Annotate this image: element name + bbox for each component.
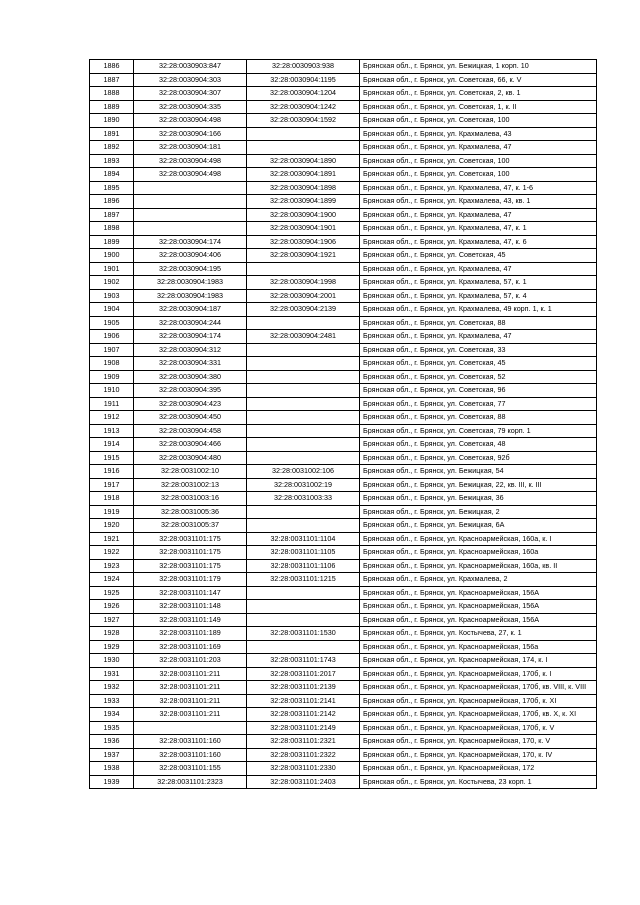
table-row bbox=[90, 748, 597, 762]
address-cell: Брянская обл., г. Брянск, ул. Крахмалева, 47 bbox=[360, 141, 597, 155]
address-cell: Брянская обл., г. Брянск, ул. Советская, 100 bbox=[360, 154, 597, 168]
address-cell: Брянская обл., г. Брянск, ул. Крахмалева, 49 корп. 1, к. 1 bbox=[360, 303, 597, 317]
object-cadastral-number-cell: 32:28:0031101:2330 bbox=[247, 762, 360, 776]
cadastral-number-cell: 32:28:0031101:211 bbox=[134, 694, 247, 708]
row-number-cell: 1912 bbox=[90, 411, 134, 425]
object-cadastral-number-cell bbox=[247, 411, 360, 425]
address-cell: Брянская обл., г. Брянск, ул. Красноармейская, 160а, к. I bbox=[360, 532, 597, 546]
table-row bbox=[90, 195, 597, 209]
row-number-cell: 1926 bbox=[90, 600, 134, 614]
cadastral-number-cell: 32:28:0030904:312 bbox=[134, 343, 247, 357]
table-row bbox=[90, 357, 597, 371]
table-row bbox=[90, 235, 597, 249]
object-cadastral-number-cell: 32:28:0030904:2481 bbox=[247, 330, 360, 344]
cadastral-number-cell: 32:28:0031101:179 bbox=[134, 573, 247, 587]
table-row bbox=[90, 694, 597, 708]
address-cell: Брянская обл., г. Брянск, ул. Советская, 2, кв. 1 bbox=[360, 87, 597, 101]
table-row bbox=[90, 451, 597, 465]
row-number-cell: 1938 bbox=[90, 762, 134, 776]
row-number-cell: 1917 bbox=[90, 478, 134, 492]
address-cell: Брянская обл., г. Брянск, ул. Бежицкая, 22, кв. III, к. III bbox=[360, 478, 597, 492]
row-number-cell: 1901 bbox=[90, 262, 134, 276]
row-number-cell: 1924 bbox=[90, 573, 134, 587]
address-cell: Брянская обл., г. Брянск, ул. Красноармейская, 170, к. V bbox=[360, 735, 597, 749]
cadastral-number-cell: 32:28:0030904:244 bbox=[134, 316, 247, 330]
table-row bbox=[90, 681, 597, 695]
address-cell: Брянская обл., г. Брянск, ул. Крахмалева, 43 bbox=[360, 127, 597, 141]
table-row bbox=[90, 370, 597, 384]
registry-table bbox=[89, 59, 597, 789]
table-row bbox=[90, 465, 597, 479]
address-cell: Брянская обл., г. Брянск, ул. Крахмалева, 47, к. 1 bbox=[360, 222, 597, 236]
table-row bbox=[90, 546, 597, 560]
object-cadastral-number-cell bbox=[247, 505, 360, 519]
address-cell: Брянская обл., г. Брянск, ул. Бежицкая, 2 bbox=[360, 505, 597, 519]
row-number-cell: 1933 bbox=[90, 694, 134, 708]
table-row bbox=[90, 168, 597, 182]
cadastral-number-cell: 32:28:0031101:155 bbox=[134, 762, 247, 776]
row-number-cell: 1907 bbox=[90, 343, 134, 357]
address-cell: Брянская обл., г. Брянск, ул. Красноармейская, 174, к. I bbox=[360, 654, 597, 668]
address-cell: Брянская обл., г. Брянск, ул. Советская, 88 bbox=[360, 316, 597, 330]
cadastral-number-cell: 32:28:0031101:175 bbox=[134, 559, 247, 573]
object-cadastral-number-cell bbox=[247, 397, 360, 411]
row-number-cell: 1913 bbox=[90, 424, 134, 438]
cadastral-number-cell: 32:28:0030903:847 bbox=[134, 60, 247, 74]
table-row bbox=[90, 411, 597, 425]
cadastral-number-cell: 32:28:0030904:166 bbox=[134, 127, 247, 141]
object-cadastral-number-cell: 32:28:0030904:1242 bbox=[247, 100, 360, 114]
row-number-cell: 1930 bbox=[90, 654, 134, 668]
object-cadastral-number-cell bbox=[247, 586, 360, 600]
cadastral-number-cell: 32:28:0031003:16 bbox=[134, 492, 247, 506]
object-cadastral-number-cell: 32:28:0030904:1998 bbox=[247, 276, 360, 290]
table-row bbox=[90, 127, 597, 141]
cadastral-number-cell: 32:28:0031101:189 bbox=[134, 627, 247, 641]
cadastral-number-cell: 32:28:0031101:169 bbox=[134, 640, 247, 654]
table-row bbox=[90, 249, 597, 263]
object-cadastral-number-cell: 32:28:0030904:1195 bbox=[247, 73, 360, 87]
address-cell: Брянская обл., г. Брянск, ул. Крахмалева, 47 bbox=[360, 262, 597, 276]
address-cell: Брянская обл., г. Брянск, ул. Бежицкая, 1 корп. 10 bbox=[360, 60, 597, 74]
row-number-cell: 1939 bbox=[90, 775, 134, 789]
object-cadastral-number-cell bbox=[247, 343, 360, 357]
object-cadastral-number-cell: 32:28:0030904:1906 bbox=[247, 235, 360, 249]
cadastral-number-cell: 32:28:0030904:458 bbox=[134, 424, 247, 438]
object-cadastral-number-cell bbox=[247, 640, 360, 654]
address-cell: Брянская обл., г. Брянск, ул. Бежицкая, 54 bbox=[360, 465, 597, 479]
table-row bbox=[90, 154, 597, 168]
table-row bbox=[90, 478, 597, 492]
row-number-cell: 1914 bbox=[90, 438, 134, 452]
table-row bbox=[90, 208, 597, 222]
table-row bbox=[90, 222, 597, 236]
cadastral-number-cell: 32:28:0030904:395 bbox=[134, 384, 247, 398]
address-cell: Брянская обл., г. Брянск, ул. Красноармейская, 160а, кв. II bbox=[360, 559, 597, 573]
object-cadastral-number-cell: 32:28:0031002:19 bbox=[247, 478, 360, 492]
object-cadastral-number-cell: 32:28:0031101:2141 bbox=[247, 694, 360, 708]
row-number-cell: 1889 bbox=[90, 100, 134, 114]
address-cell: Брянская обл., г. Брянск, ул. Советская, 33 bbox=[360, 343, 597, 357]
table-row bbox=[90, 438, 597, 452]
cadastral-number-cell: 32:28:0030904:174 bbox=[134, 235, 247, 249]
object-cadastral-number-cell: 32:28:0031101:1106 bbox=[247, 559, 360, 573]
address-cell: Брянская обл., г. Брянск, ул. Крахмалева, 57, к. 1 bbox=[360, 276, 597, 290]
table-row bbox=[90, 613, 597, 627]
cadastral-number-cell: 32:28:0030904:423 bbox=[134, 397, 247, 411]
address-cell: Брянская обл., г. Брянск, ул. Советская, 1, к. II bbox=[360, 100, 597, 114]
row-number-cell: 1934 bbox=[90, 708, 134, 722]
address-cell: Брянская обл., г. Брянск, ул. Крахмалева, 57, к. 4 bbox=[360, 289, 597, 303]
row-number-cell: 1892 bbox=[90, 141, 134, 155]
object-cadastral-number-cell: 32:28:0030904:1921 bbox=[247, 249, 360, 263]
row-number-cell: 1909 bbox=[90, 370, 134, 384]
object-cadastral-number-cell: 32:28:0030904:1898 bbox=[247, 181, 360, 195]
row-number-cell: 1921 bbox=[90, 532, 134, 546]
address-cell: Брянская обл., г. Брянск, ул. Советская, 100 bbox=[360, 114, 597, 128]
table-row bbox=[90, 384, 597, 398]
table-row bbox=[90, 87, 597, 101]
cadastral-number-cell: 32:28:0030904:181 bbox=[134, 141, 247, 155]
object-cadastral-number-cell bbox=[247, 438, 360, 452]
object-cadastral-number-cell: 32:28:0030904:1592 bbox=[247, 114, 360, 128]
object-cadastral-number-cell: 32:28:0031101:2321 bbox=[247, 735, 360, 749]
cadastral-number-cell: 32:28:0031101:175 bbox=[134, 546, 247, 560]
cadastral-number-cell: 32:28:0031101:148 bbox=[134, 600, 247, 614]
row-number-cell: 1893 bbox=[90, 154, 134, 168]
cadastral-number-cell: 32:28:0031101:211 bbox=[134, 708, 247, 722]
row-number-cell: 1932 bbox=[90, 681, 134, 695]
object-cadastral-number-cell bbox=[247, 127, 360, 141]
cadastral-number-cell: 32:28:0031101:160 bbox=[134, 735, 247, 749]
address-cell: Брянская обл., г. Брянск, ул. Красноармейская, 156А bbox=[360, 600, 597, 614]
object-cadastral-number-cell: 32:28:0031101:1104 bbox=[247, 532, 360, 546]
row-number-cell: 1888 bbox=[90, 87, 134, 101]
object-cadastral-number-cell: 32:28:0030904:1891 bbox=[247, 168, 360, 182]
table-row bbox=[90, 775, 597, 789]
cadastral-number-cell: 32:28:0030904:380 bbox=[134, 370, 247, 384]
cadastral-number-cell bbox=[134, 181, 247, 195]
cadastral-number-cell: 32:28:0031101:2323 bbox=[134, 775, 247, 789]
table-row bbox=[90, 519, 597, 533]
table-row bbox=[90, 316, 597, 330]
row-number-cell: 1899 bbox=[90, 235, 134, 249]
object-cadastral-number-cell: 32:28:0031002:106 bbox=[247, 465, 360, 479]
table-row bbox=[90, 586, 597, 600]
object-cadastral-number-cell: 32:28:0030904:1204 bbox=[247, 87, 360, 101]
object-cadastral-number-cell: 32:28:0031101:2322 bbox=[247, 748, 360, 762]
row-number-cell: 1904 bbox=[90, 303, 134, 317]
table-row bbox=[90, 397, 597, 411]
object-cadastral-number-cell bbox=[247, 384, 360, 398]
cadastral-number-cell: 32:28:0030904:307 bbox=[134, 87, 247, 101]
address-cell: Брянская обл., г. Брянск, ул. Костычева, 23 корп. 1 bbox=[360, 775, 597, 789]
cadastral-number-cell: 32:28:0031101:149 bbox=[134, 613, 247, 627]
row-number-cell: 1922 bbox=[90, 546, 134, 560]
object-cadastral-number-cell: 32:28:0030904:1899 bbox=[247, 195, 360, 209]
cadastral-number-cell: 32:28:0030904:174 bbox=[134, 330, 247, 344]
row-number-cell: 1923 bbox=[90, 559, 134, 573]
table-row bbox=[90, 559, 597, 573]
cadastral-number-cell: 32:28:0030904:406 bbox=[134, 249, 247, 263]
row-number-cell: 1905 bbox=[90, 316, 134, 330]
row-number-cell: 1898 bbox=[90, 222, 134, 236]
address-cell: Брянская обл., г. Брянск, ул. Красноармейская, 160а bbox=[360, 546, 597, 560]
cadastral-number-cell bbox=[134, 195, 247, 209]
object-cadastral-number-cell: 32:28:0031101:2139 bbox=[247, 681, 360, 695]
address-cell: Брянская обл., г. Брянск, ул. Советская, 66, к. V bbox=[360, 73, 597, 87]
row-number-cell: 1886 bbox=[90, 60, 134, 74]
address-cell: Брянская обл., г. Брянск, ул. Красноармейская, 170б, кв. X, к. XI bbox=[360, 708, 597, 722]
row-number-cell: 1925 bbox=[90, 586, 134, 600]
address-cell: Брянская обл., г. Брянск, ул. Крахмалева, 47 bbox=[360, 208, 597, 222]
cadastral-number-cell bbox=[134, 721, 247, 735]
row-number-cell: 1890 bbox=[90, 114, 134, 128]
address-cell: Брянская обл., г. Брянск, ул. Советская, 48 bbox=[360, 438, 597, 452]
cadastral-number-cell: 32:28:0030904:331 bbox=[134, 357, 247, 371]
object-cadastral-number-cell: 32:28:0031101:1105 bbox=[247, 546, 360, 560]
row-number-cell: 1903 bbox=[90, 289, 134, 303]
table-row bbox=[90, 532, 597, 546]
table-row bbox=[90, 654, 597, 668]
row-number-cell: 1918 bbox=[90, 492, 134, 506]
address-cell: Брянская обл., г. Брянск, ул. Красноармейская, 170, к. IV bbox=[360, 748, 597, 762]
table-row bbox=[90, 667, 597, 681]
object-cadastral-number-cell bbox=[247, 519, 360, 533]
cadastral-number-cell: 32:28:0030904:498 bbox=[134, 168, 247, 182]
address-cell: Брянская обл., г. Брянск, ул. Красноармейская, 170б, к. V bbox=[360, 721, 597, 735]
address-cell: Брянская обл., г. Брянск, ул. Красноармейская, 170б, к. I bbox=[360, 667, 597, 681]
object-cadastral-number-cell bbox=[247, 262, 360, 276]
table-row bbox=[90, 627, 597, 641]
cadastral-number-cell: 32:28:0031101:147 bbox=[134, 586, 247, 600]
row-number-cell: 1931 bbox=[90, 667, 134, 681]
cadastral-number-cell: 32:28:0030904:303 bbox=[134, 73, 247, 87]
address-cell: Брянская обл., г. Брянск, ул. Советская, 92б bbox=[360, 451, 597, 465]
address-cell: Брянская обл., г. Брянск, ул. Крахмалева, 47, к. 6 bbox=[360, 235, 597, 249]
object-cadastral-number-cell: 32:28:0031101:2017 bbox=[247, 667, 360, 681]
table-row bbox=[90, 262, 597, 276]
object-cadastral-number-cell: 32:28:0031101:1530 bbox=[247, 627, 360, 641]
row-number-cell: 1920 bbox=[90, 519, 134, 533]
table-row bbox=[90, 721, 597, 735]
row-number-cell: 1919 bbox=[90, 505, 134, 519]
cadastral-number-cell: 32:28:0030904:466 bbox=[134, 438, 247, 452]
object-cadastral-number-cell: 32:28:0031101:1215 bbox=[247, 573, 360, 587]
table-row bbox=[90, 424, 597, 438]
table-row bbox=[90, 141, 597, 155]
object-cadastral-number-cell bbox=[247, 424, 360, 438]
address-cell: Брянская обл., г. Брянск, ул. Костычева, 27, к. 1 bbox=[360, 627, 597, 641]
table-row bbox=[90, 573, 597, 587]
address-cell: Брянская обл., г. Брянск, ул. Красноармейская, 156А bbox=[360, 613, 597, 627]
object-cadastral-number-cell bbox=[247, 600, 360, 614]
table-row bbox=[90, 492, 597, 506]
cadastral-number-cell: 32:28:0030904:498 bbox=[134, 154, 247, 168]
cadastral-number-cell: 32:28:0031002:10 bbox=[134, 465, 247, 479]
address-cell: Брянская обл., г. Брянск, ул. Красноармейская, 170б, кв. VIII, к. VIII bbox=[360, 681, 597, 695]
cadastral-number-cell: 32:28:0031101:160 bbox=[134, 748, 247, 762]
table-row bbox=[90, 600, 597, 614]
address-cell: Брянская обл., г. Брянск, ул. Советская, 45 bbox=[360, 357, 597, 371]
table-row bbox=[90, 505, 597, 519]
object-cadastral-number-cell bbox=[247, 451, 360, 465]
address-cell: Брянская обл., г. Брянск, ул. Советская, 96 bbox=[360, 384, 597, 398]
table-row bbox=[90, 640, 597, 654]
table-row bbox=[90, 60, 597, 74]
address-cell: Брянская обл., г. Брянск, ул. Крахмалева, 43, кв. 1 bbox=[360, 195, 597, 209]
table-row bbox=[90, 735, 597, 749]
address-cell: Брянская обл., г. Брянск, ул. Советская, 88 bbox=[360, 411, 597, 425]
object-cadastral-number-cell bbox=[247, 370, 360, 384]
row-number-cell: 1894 bbox=[90, 168, 134, 182]
row-number-cell: 1910 bbox=[90, 384, 134, 398]
object-cadastral-number-cell: 32:28:0030904:2001 bbox=[247, 289, 360, 303]
address-cell: Брянская обл., г. Брянск, ул. Советская, 45 bbox=[360, 249, 597, 263]
table-row bbox=[90, 73, 597, 87]
table-row bbox=[90, 303, 597, 317]
row-number-cell: 1915 bbox=[90, 451, 134, 465]
object-cadastral-number-cell bbox=[247, 141, 360, 155]
row-number-cell: 1929 bbox=[90, 640, 134, 654]
row-number-cell: 1937 bbox=[90, 748, 134, 762]
address-cell: Брянская обл., г. Брянск, ул. Советская, 100 bbox=[360, 168, 597, 182]
address-cell: Брянская обл., г. Брянск, ул. Красноармейская, 172 bbox=[360, 762, 597, 776]
address-cell: Брянская обл., г. Брянск, ул. Красноармейская, 156А bbox=[360, 586, 597, 600]
object-cadastral-number-cell bbox=[247, 357, 360, 371]
object-cadastral-number-cell: 32:28:0030903:938 bbox=[247, 60, 360, 74]
cadastral-number-cell: 32:28:0031002:13 bbox=[134, 478, 247, 492]
table-row bbox=[90, 181, 597, 195]
row-number-cell: 1895 bbox=[90, 181, 134, 195]
object-cadastral-number-cell: 32:28:0030904:2139 bbox=[247, 303, 360, 317]
object-cadastral-number-cell: 32:28:0031101:2142 bbox=[247, 708, 360, 722]
row-number-cell: 1936 bbox=[90, 735, 134, 749]
object-cadastral-number-cell bbox=[247, 316, 360, 330]
row-number-cell: 1935 bbox=[90, 721, 134, 735]
address-cell: Брянская обл., г. Брянск, ул. Крахмалева, 2 bbox=[360, 573, 597, 587]
address-cell: Брянская обл., г. Брянск, ул. Бежицкая, 6А bbox=[360, 519, 597, 533]
cadastral-number-cell: 32:28:0030904:187 bbox=[134, 303, 247, 317]
cadastral-number-cell: 32:28:0030904:335 bbox=[134, 100, 247, 114]
cadastral-number-cell: 32:28:0031101:175 bbox=[134, 532, 247, 546]
address-cell: Брянская обл., г. Брянск, ул. Крахмалева, 47 bbox=[360, 330, 597, 344]
registry-table-body bbox=[90, 60, 597, 789]
row-number-cell: 1911 bbox=[90, 397, 134, 411]
row-number-cell: 1897 bbox=[90, 208, 134, 222]
row-number-cell: 1896 bbox=[90, 195, 134, 209]
cadastral-number-cell: 32:28:0030904:1983 bbox=[134, 276, 247, 290]
cadastral-number-cell: 32:28:0030904:498 bbox=[134, 114, 247, 128]
address-cell: Брянская обл., г. Брянск, ул. Советская, 52 bbox=[360, 370, 597, 384]
cadastral-number-cell: 32:28:0030904:195 bbox=[134, 262, 247, 276]
cadastral-number-cell: 32:28:0031101:211 bbox=[134, 667, 247, 681]
object-cadastral-number-cell: 32:28:0031101:2403 bbox=[247, 775, 360, 789]
table-row bbox=[90, 100, 597, 114]
object-cadastral-number-cell: 32:28:0031101:1743 bbox=[247, 654, 360, 668]
object-cadastral-number-cell: 32:28:0030904:1901 bbox=[247, 222, 360, 236]
address-cell: Брянская обл., г. Брянск, ул. Красноармейская, 170б, к. XI bbox=[360, 694, 597, 708]
table-row bbox=[90, 276, 597, 290]
row-number-cell: 1902 bbox=[90, 276, 134, 290]
cadastral-number-cell: 32:28:0030904:480 bbox=[134, 451, 247, 465]
object-cadastral-number-cell: 32:28:0030904:1890 bbox=[247, 154, 360, 168]
address-cell: Брянская обл., г. Брянск, ул. Крахмалева, 47, к. 1-6 bbox=[360, 181, 597, 195]
row-number-cell: 1908 bbox=[90, 357, 134, 371]
cadastral-number-cell: 32:28:0031101:203 bbox=[134, 654, 247, 668]
cadastral-number-cell: 32:28:0031005:36 bbox=[134, 505, 247, 519]
object-cadastral-number-cell: 32:28:0030904:1900 bbox=[247, 208, 360, 222]
table-row bbox=[90, 114, 597, 128]
object-cadastral-number-cell bbox=[247, 613, 360, 627]
table-row bbox=[90, 762, 597, 776]
row-number-cell: 1891 bbox=[90, 127, 134, 141]
cadastral-number-cell: 32:28:0031005:37 bbox=[134, 519, 247, 533]
address-cell: Брянская обл., г. Брянск, ул. Бежицкая, 36 bbox=[360, 492, 597, 506]
row-number-cell: 1916 bbox=[90, 465, 134, 479]
row-number-cell: 1900 bbox=[90, 249, 134, 263]
cadastral-number-cell bbox=[134, 222, 247, 236]
address-cell: Брянская обл., г. Брянск, ул. Советская, 79 корп. 1 bbox=[360, 424, 597, 438]
cadastral-number-cell: 32:28:0031101:211 bbox=[134, 681, 247, 695]
address-cell: Брянская обл., г. Брянск, ул. Красноармейская, 156а bbox=[360, 640, 597, 654]
table-row bbox=[90, 289, 597, 303]
row-number-cell: 1928 bbox=[90, 627, 134, 641]
table-row bbox=[90, 708, 597, 722]
cadastral-number-cell bbox=[134, 208, 247, 222]
row-number-cell: 1887 bbox=[90, 73, 134, 87]
row-number-cell: 1906 bbox=[90, 330, 134, 344]
cadastral-number-cell: 32:28:0030904:1983 bbox=[134, 289, 247, 303]
table-row bbox=[90, 330, 597, 344]
table-row bbox=[90, 343, 597, 357]
object-cadastral-number-cell: 32:28:0031003:33 bbox=[247, 492, 360, 506]
cadastral-number-cell: 32:28:0030904:450 bbox=[134, 411, 247, 425]
row-number-cell: 1927 bbox=[90, 613, 134, 627]
object-cadastral-number-cell: 32:28:0031101:2149 bbox=[247, 721, 360, 735]
address-cell: Брянская обл., г. Брянск, ул. Советская, 77 bbox=[360, 397, 597, 411]
